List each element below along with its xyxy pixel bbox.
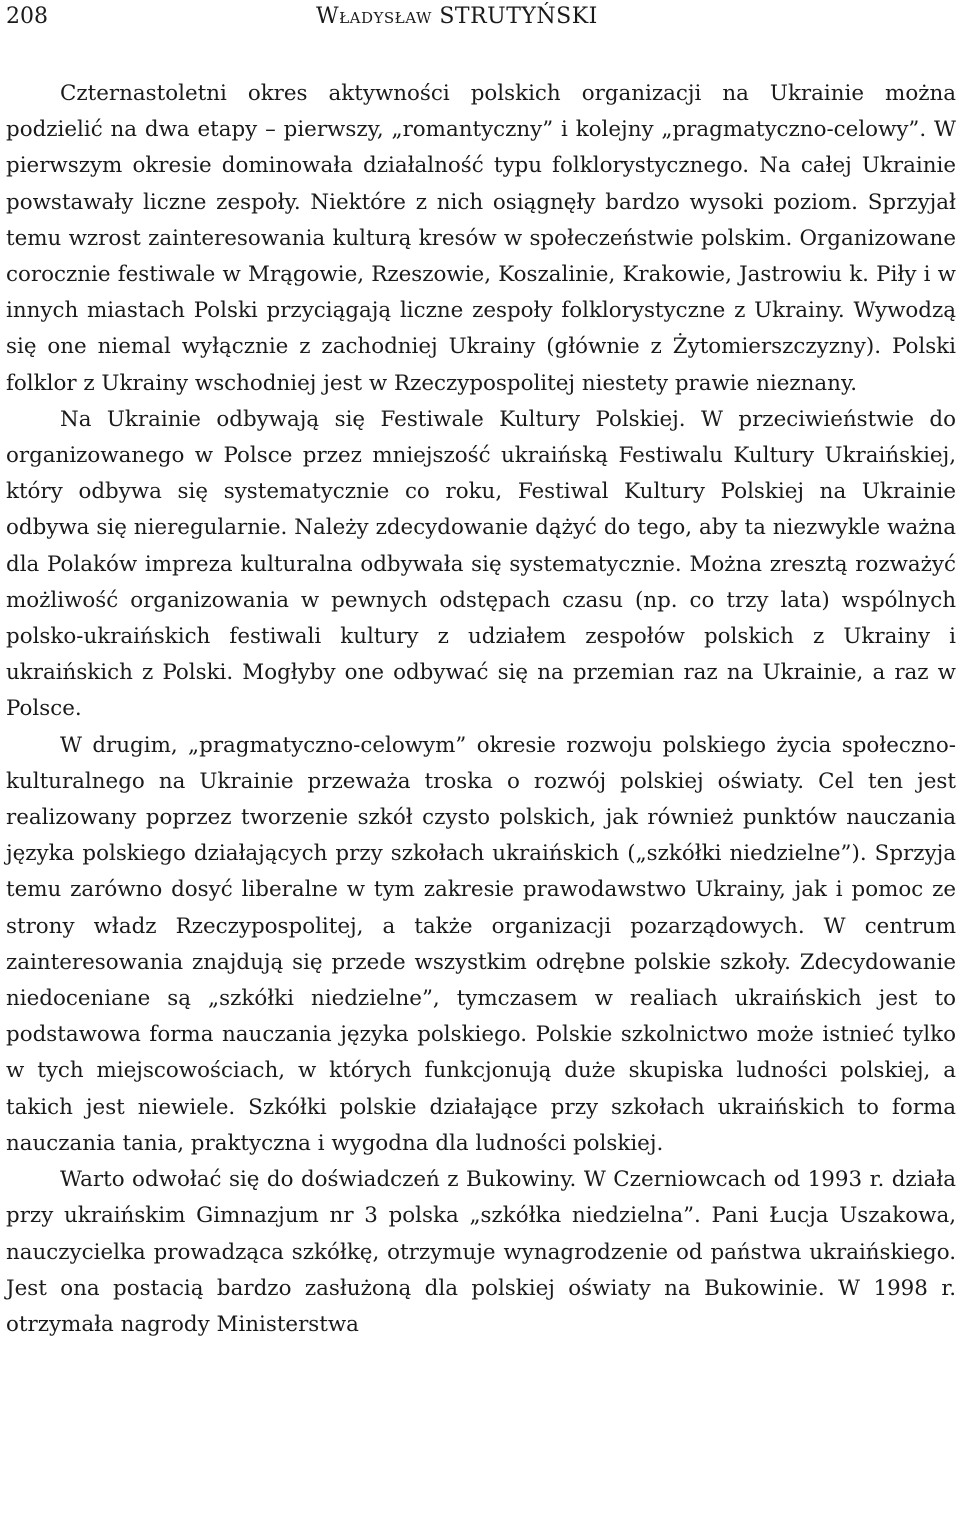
paragraph-1: Czternastoletni okres aktywności polskich organizacji na Ukrainie można podzielić na dwa etapy – pierwszy, „romantyczny” i kolejny „pragmatyczno-celowy”. W pierwszym okresie dominowała działalność typu folklorystycznego. Na całej Ukrainie powstawały liczne zespoły. Niektóre z nich osiągnęły bardzo wysoki poziom. Sprzyjał temu wzrost zainteresowania kulturą kresów w społeczeństwie polskim. Organizowane corocznie festiwale w Mrągowie, Rzeszowie, Koszalinie, Krakowie, Jastrowiu k. Piły i w innych miastach Polski przyciągają liczne zespoły folklorystyczne z Ukrainy. Wywodzą się one niemal wyłącznie z zachodniej Ukrainy (głównie z Żytomierszczyzny). Polski folklor z Ukrainy wschodniej jest w Rzeczypospolitej niestety prawie nieznany. xyxy=(6,81,956,396)
body-text xyxy=(6,76,956,1343)
page xyxy=(6,0,956,1337)
page-header xyxy=(6,2,956,32)
paragraph-2: Na Ukrainie odbywają się Festiwale Kultury Polskiej. W przeciwieństwie do organizowanego w Polsce przez mniejszość ukraińską Festiwalu Kultury Ukraińskiej, który odbywa się systematycznie co roku, Festiwal Kultury Polskiej na Ukrainie odbywa się nieregularnie. Należy zdecydowanie dążyć do tego, aby ta niezwykle ważna dla Polaków impreza kulturalna odbywała się systematycznie. Można zresztą rozważyć możliwość organizowania w pewnych odstępach czasu (np. co trzy lata) wspólnych polsko-ukraińskich festiwali kultury z udziałem zespołów polskich z Ukrainy i ukraińskich z Polski. Mogłyby one odbywać się na przemian raz na Ukrainie, a raz w Polsce. xyxy=(6,406,956,722)
page-number: 208 xyxy=(6,4,48,29)
paragraph-4: Warto odwołać się do doświadczeń z Bukowiny. W Czerniowcach od 1993 r. działa przy ukraińskim Gimnazjum nr 3 polska „szkółka niedzielna”. Pani Łucja Uszakowa, nauczycielka prowadząca szkółkę, otrzymuje wynagrodzenie od państwa ukraińskiego. Jest ona postacią bardzo zasłużoną dla polskiej oświaty na Bukowinie. W 1998 r. otrzymała nagrody Ministerstwa xyxy=(6,1167,956,1337)
paragraph-3: W drugim, „pragmatyczno-celowym” okresie rozwoju polskiego życia społeczno-kulturalnego na Ukrainie przeważa troska o rozwój polskiej oświaty. Cel ten jest realizowany poprzez tworzenie szkół czysto polskich, jak również punktów nauczania języka polskiego działających przy szkołach ukraińskich („szkółki niedzielne”). Sprzyja temu zarówno dosyć liberalne w tym zakresie prawodawstwo Ukrainy, jak i pomoc ze strony władz Rzeczypospolitej, a także organizacji pozarządowych. W centrum zainteresowania znajdują się przede wszystkim odrębne polskie szkoły. Zdecydowanie niedoceniane są „szkółki niedzielne”, tymczasem w realiach ukraińskich jest to podstawowa forma nauczania języka polskiego. Polskie szkolnictwo może istnieć tylko w tych miejscowościach, w których funkcjonują duże skupiska ludności polskiej, a takich jest niewiele. Szkółki polskie działające przy szkołach ukraińskich to forma nauczania tania, praktyczna i wygodna dla ludności polskiej. xyxy=(6,732,956,1156)
running-head: Władysław STRUTYŃSKI xyxy=(316,4,598,29)
